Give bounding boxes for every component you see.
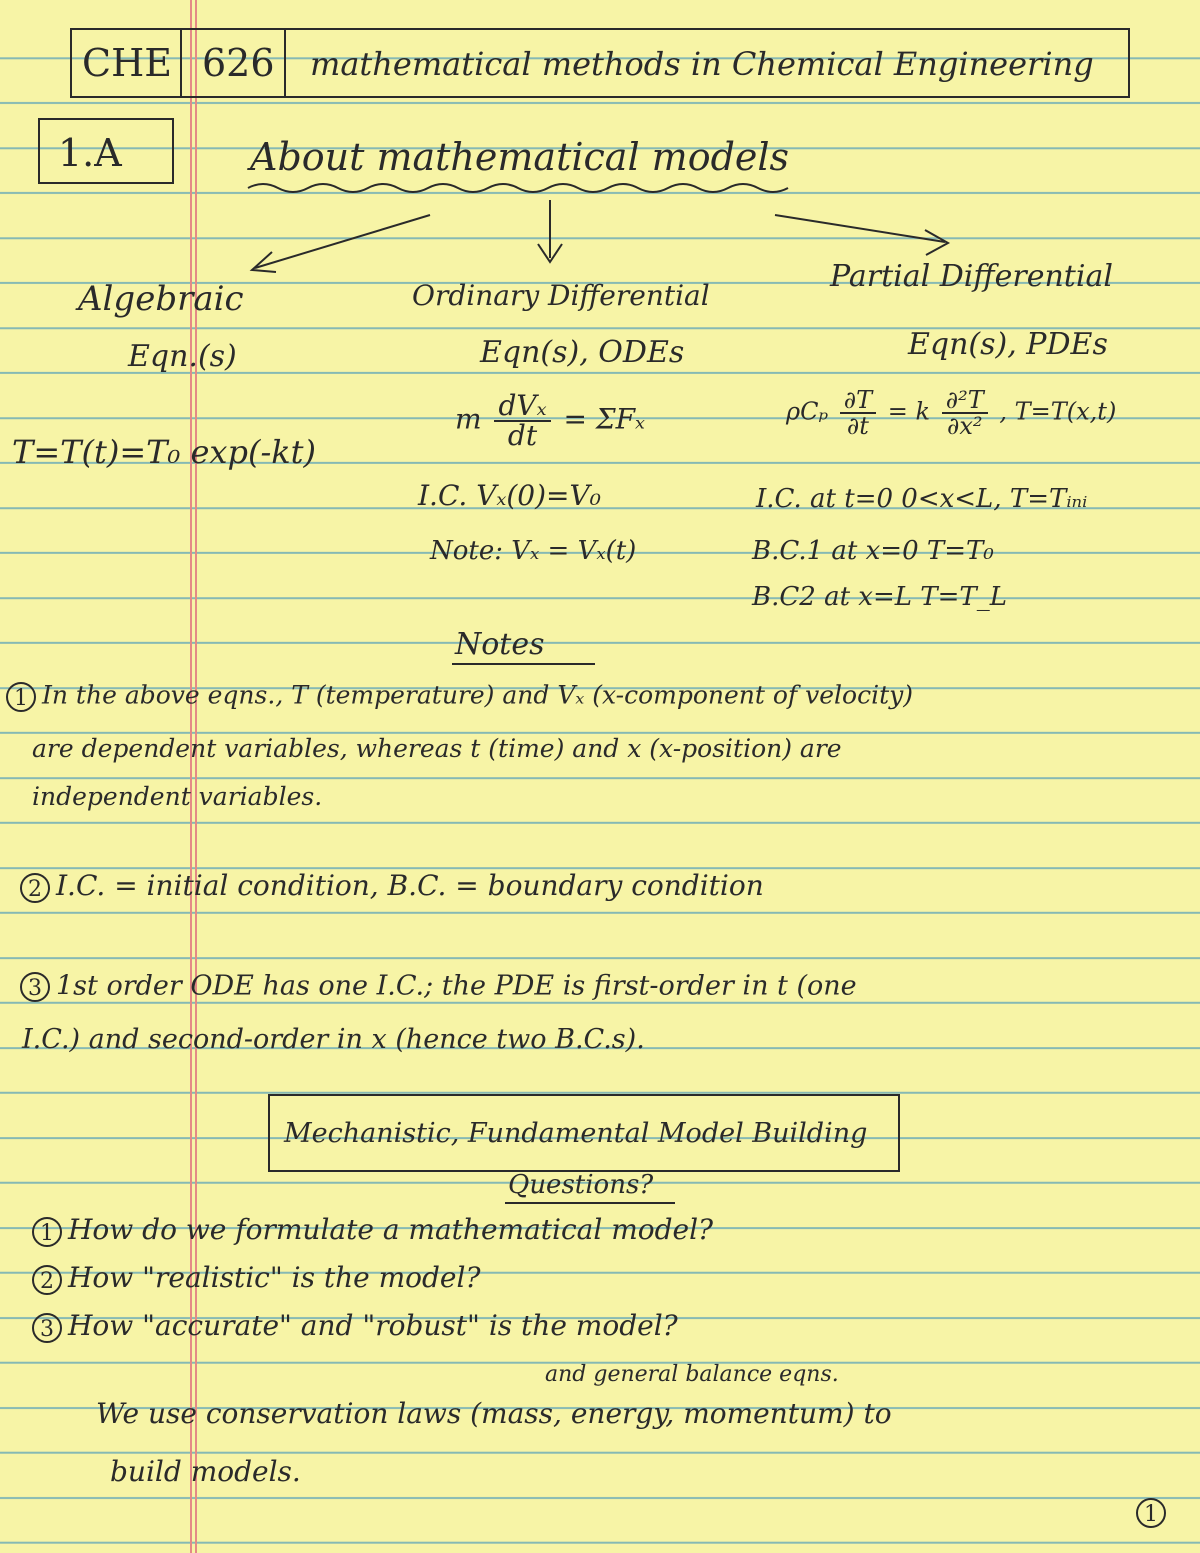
- course-number: 626: [202, 41, 275, 85]
- notes-heading: Notes: [455, 627, 545, 662]
- pde-eq-den1: ∂t: [846, 412, 869, 440]
- model-building-title: Mechanistic, Fundamental Model Building: [284, 1118, 868, 1149]
- arrow-left-line: [255, 215, 430, 268]
- pde-eq-num2: ∂²T: [942, 388, 988, 414]
- pde-ic: I.C. at t=0 0<x<L, T=Tᵢₙᵢ: [756, 484, 1088, 514]
- note-1-line1: [6, 682, 913, 712]
- ode-eq-fraction: [494, 389, 550, 452]
- pde-equation: [786, 388, 1116, 438]
- note-2-line1: [20, 869, 764, 903]
- question-1-text: How do we formulate a mathematical model?: [68, 1213, 714, 1246]
- pde-eq-den2: ∂x²: [946, 412, 983, 440]
- pde-eq-num1: ∂T: [840, 388, 876, 414]
- question-3: [32, 1309, 678, 1343]
- question-1: [32, 1213, 714, 1247]
- note-1-text: In the above eqns., T (temperature) and Vₓ (x-component of velocity): [42, 680, 914, 710]
- insert-note: and general balance eqns.: [545, 1362, 839, 1387]
- question-2-number: 2: [32, 1265, 62, 1295]
- closing-line2: build models.: [110, 1455, 301, 1488]
- ode-eq-num: dVₓ: [494, 392, 550, 422]
- question-1-number: 1: [32, 1217, 62, 1247]
- note-1-number: 1: [6, 682, 36, 712]
- note-3-number: 3: [20, 972, 50, 1002]
- algebraic-name-line2: Eqn.(s): [128, 339, 237, 374]
- page-number-value: 1: [1136, 1498, 1166, 1528]
- note-1-line3: independent variables.: [32, 782, 323, 811]
- closing-line1: We use conservation laws (mass, energy, momentum) to: [96, 1397, 892, 1430]
- ode-equation: [455, 389, 645, 452]
- ode-note: Note: Vₓ = Vₓ(t): [430, 536, 637, 566]
- note-3-line1: [20, 972, 857, 1002]
- questions-heading: Questions?: [508, 1170, 654, 1200]
- pde-name-line1: Partial Differential: [830, 259, 1113, 294]
- header-box: [70, 28, 1130, 98]
- note-3-line2: I.C.) and second-order in x (hence two B.C.s).: [22, 1024, 645, 1055]
- pde-bc1: B.C.1 at x=0 T=T₀: [752, 536, 994, 566]
- pde-eq-mid: = k: [887, 397, 931, 426]
- section-number: 1.A: [58, 131, 122, 175]
- arrow-right-line: [775, 215, 945, 242]
- header-divider-2: [284, 30, 286, 96]
- note-1-line2: are dependent variables, whereas t (time) and x (x-position) are: [32, 734, 842, 763]
- course-title: mathematical methods in Chemical Engineering: [310, 45, 1094, 83]
- question-2: [32, 1261, 481, 1295]
- pde-eq-fraction-1: [840, 388, 876, 438]
- header-divider-1: [180, 30, 182, 96]
- title-wavy-underline: [248, 184, 788, 192]
- pde-eq-lhs: ρCₚ: [786, 397, 829, 426]
- note-2-number: 2: [20, 873, 50, 903]
- ode-ic: I.C. Vₓ(0)=V₀: [418, 479, 601, 512]
- ode-eq-rhs: = ΣFₓ: [563, 402, 645, 436]
- ode-name-line2: Eqn(s), ODEs: [480, 335, 685, 370]
- section-number-box: [38, 118, 174, 184]
- section-title: About mathematical models: [250, 135, 790, 179]
- algebraic-name-line1: Algebraic: [78, 279, 244, 319]
- note-2-text: I.C. = initial condition, B.C. = boundary condition: [56, 869, 764, 902]
- pde-name-line2: Eqn(s), PDEs: [908, 327, 1108, 362]
- ode-eq-m: m: [455, 402, 482, 436]
- pde-eq-fraction-2: [942, 388, 988, 438]
- note-3-text: 1st order ODE has one I.C.; the PDE is first-order in t (one: [56, 970, 857, 1002]
- pde-eq-tail: , T=T(x,t): [999, 397, 1117, 426]
- algebraic-example: T=T(t)=T₀ exp(-kt): [12, 433, 316, 471]
- question-3-number: 3: [32, 1313, 62, 1343]
- page-number: [1136, 1498, 1172, 1528]
- course-code: CHE: [82, 41, 172, 85]
- pde-bc2: B.C2 at x=L T=T_L: [752, 582, 1007, 612]
- question-2-text: How "realistic" is the model?: [68, 1261, 481, 1294]
- ode-eq-den: dt: [507, 419, 538, 452]
- question-3-text: How "accurate" and "robust" is the model?: [68, 1309, 678, 1342]
- model-building-box: [268, 1094, 900, 1172]
- ode-name-line1: Ordinary Differential: [412, 279, 710, 312]
